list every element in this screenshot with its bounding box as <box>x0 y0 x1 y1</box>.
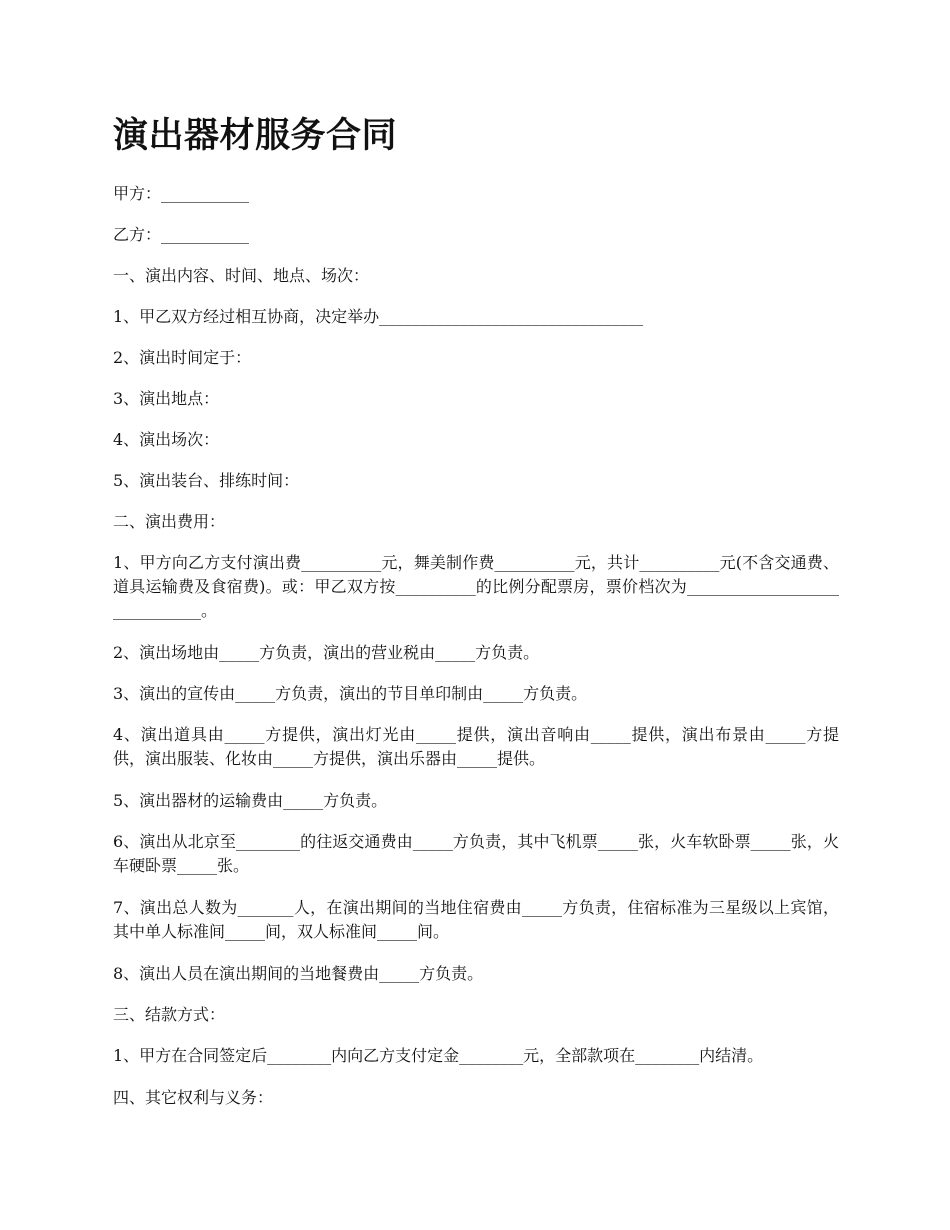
clause-2-8: 8、演出人员在演出期间的当地餐费由_____方负责。 <box>113 964 484 983</box>
clause-1-3: 3、演出地点： <box>113 389 220 408</box>
section-heading-3: 三、结款方式： <box>113 1005 226 1024</box>
clause-2-2: 2、演出场地由_____方负责，演出的营业税由_____方负责。 <box>113 643 540 662</box>
section-heading-4: 四、其它权利与义务： <box>113 1088 274 1107</box>
document-page <box>113 112 839 1127</box>
section-heading-2: 二、演出费用： <box>113 512 226 531</box>
clause-3-1: 1、甲方在合同签定后________内向乙方支付定金________元，全部款项在________内结清。 <box>113 1046 764 1065</box>
clause-2-1: 1、甲方向乙方支付演出费__________元，舞美制作费__________元，共计__________元(不含交通费、道具运输费及食宿费)。或：甲乙双方按__________的比例分配票房，票价档次为______________________________。 <box>113 553 839 620</box>
clause-1-1: 1、甲乙双方经过相互协商，决定举办_________________________________ <box>113 307 644 326</box>
clause-1-4: 4、演出场次： <box>113 430 220 449</box>
section-heading-1: 一、演出内容、时间、地点、场次： <box>113 266 370 285</box>
clause-2-4: 4、演出道具由_____方提供，演出灯光由_____提供，演出音响由_____提供，演出布景由_____方提供，演出服装、化妆由_____方提供，演出乐器由_____提供。 <box>113 725 839 768</box>
clause-2-5: 5、演出器材的运输费由_____方负责。 <box>113 791 388 810</box>
party-a-line: 甲方：___________ <box>113 184 250 203</box>
clause-1-5: 5、演出装台、排练时间： <box>113 471 300 490</box>
clause-2-6: 6、演出从北京至________的往返交通费由_____方负责，其中飞机票_____张，火车软卧票_____张，火车硬卧票_____张。 <box>113 832 839 875</box>
clause-1-2: 2、演出时间定于： <box>113 348 252 367</box>
clause-2-7: 7、演出总人数为_______人，在演出期间的当地住宿费由_____方负责，住宿标准为三星级以上宾馆，其中单人标准间_____间，双人标准间_____间。 <box>113 898 839 941</box>
clause-2-3: 3、演出的宣传由_____方负责，演出的节目单印制由_____方负责。 <box>113 684 588 703</box>
party-b-line: 乙方：___________ <box>113 225 250 244</box>
document-title: 演出器材服务合同 <box>113 115 398 156</box>
